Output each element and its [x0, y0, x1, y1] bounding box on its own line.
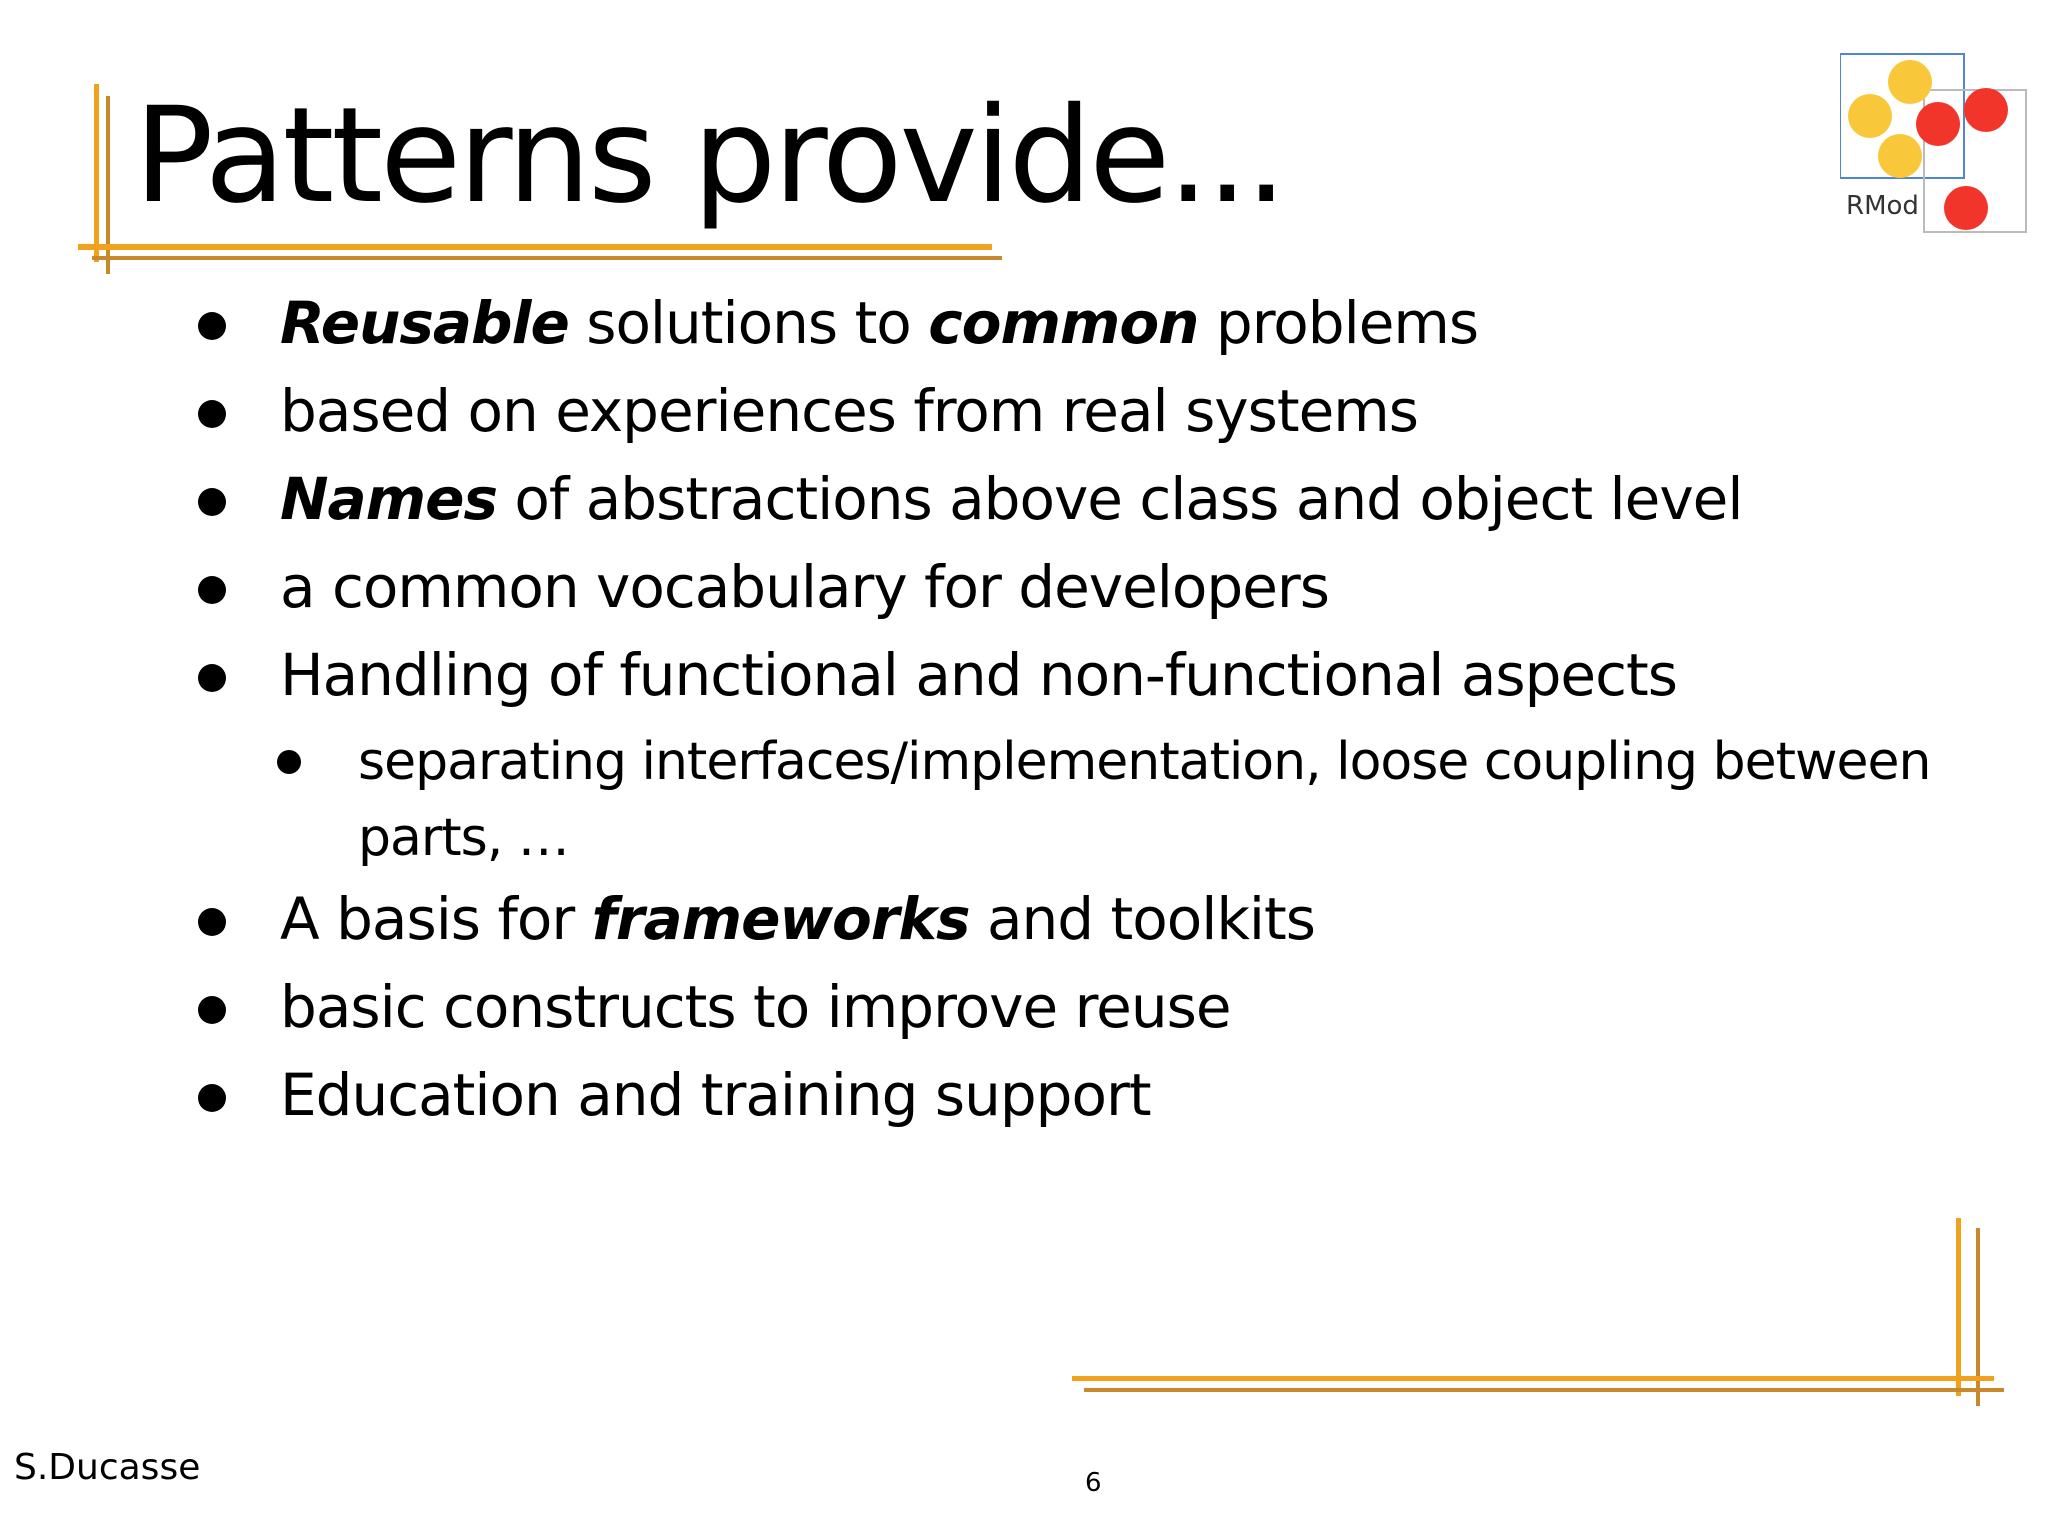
bullet-dot-icon	[198, 996, 226, 1024]
bullet-dot-icon	[198, 1084, 226, 1112]
bullet-dot-icon	[198, 400, 226, 428]
bullet-segment: of abstractions above class and object level	[496, 465, 1743, 533]
sub-bullet-line-1: separating interfaces/implementation, loose coupling between	[358, 732, 1931, 792]
bullet-text: based on experiences from real systems	[280, 377, 1418, 445]
bullet-dot-icon	[198, 312, 226, 340]
bullet-dot-icon	[198, 664, 226, 692]
bullet-text: basic constructs to improve reuse	[280, 973, 1231, 1041]
bullet-segment: solutions to	[568, 289, 929, 357]
bullet-emphasis: Reusable	[280, 289, 569, 357]
bullet-text	[280, 885, 1316, 953]
bullet-text: Handling of functional and non-functional aspects	[280, 641, 1677, 709]
sub-bullet-text	[358, 724, 1930, 876]
page-number: 6	[1085, 1468, 1102, 1498]
bullet-text: Education and training support	[280, 1061, 1151, 1129]
bullet-emphasis: common	[928, 289, 1199, 357]
bullet-text	[280, 289, 1479, 357]
bullet-dot-icon	[198, 488, 226, 516]
footer-author: S.Ducasse	[14, 1447, 201, 1488]
logo-label: RMod	[1846, 191, 1919, 221]
bullet-segment: problems	[1198, 289, 1479, 357]
bullet-text: a common vocabulary for developers	[280, 553, 1329, 621]
bullet-dot-icon	[198, 908, 226, 936]
sub-bullet-dot-icon	[277, 750, 301, 774]
slide-title: Patterns provide...	[134, 79, 1285, 233]
bullet-emphasis: frameworks	[591, 885, 970, 953]
bullet-dot-icon	[198, 576, 226, 604]
bullet-segment: A basis for	[280, 885, 592, 953]
bullet-emphasis: Names	[280, 465, 497, 533]
bullet-segment: and toolkits	[969, 885, 1316, 953]
bullet-text	[280, 465, 1743, 533]
sub-bullet-line-2: parts, …	[358, 808, 569, 868]
